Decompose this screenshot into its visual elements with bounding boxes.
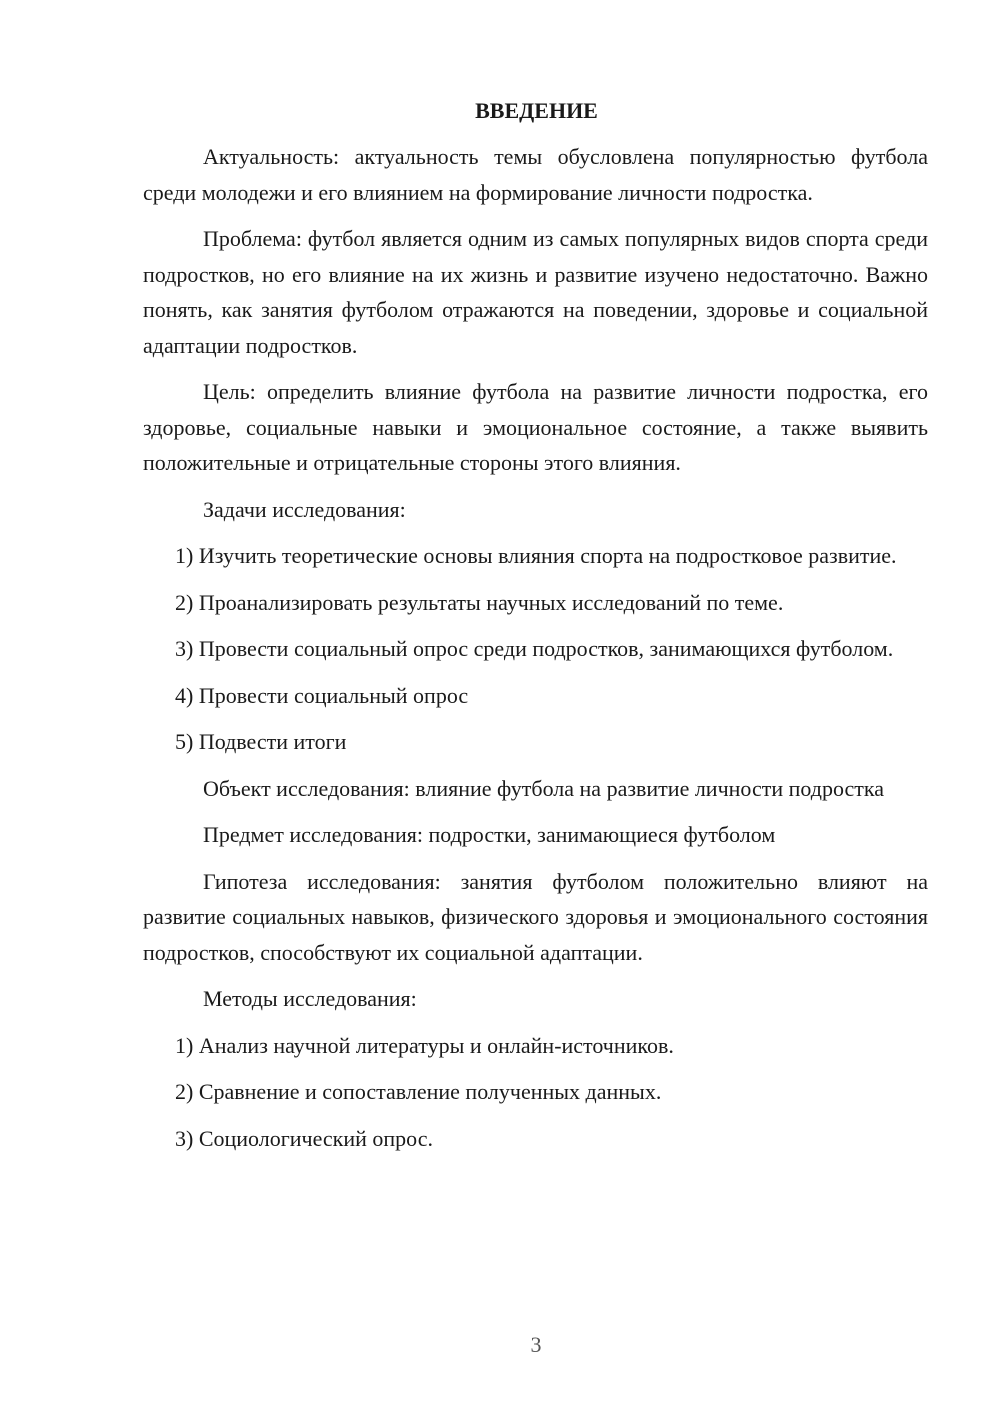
task-item-2: 2) Проанализировать результаты научных исследований по теме. (175, 589, 784, 615)
task-item-5: 5) Подвести итоги (175, 729, 347, 754)
goal-paragraph: Цель: определить влияние футбола на развитие личности подростка, его здоровье, социальные навыки и эмоциональное состояние, а также выявить положительные и отрицательные стороны этого влияния. (143, 379, 928, 475)
task-item-4: 4) Провести социальный опрос (175, 682, 469, 708)
problem-paragraph: Проблема: футбол является одним из самых популярных видов спорта среди подростков, но его влияние на их жизнь и развитие изучено недостаточно. Важно понять, как занятия футболом отражаются на поведении, здоровье и социальной адаптации подростков. (143, 226, 928, 358)
section-title: ВВЕДЕНИЕ (475, 98, 598, 123)
task-item-1: 1) Изучить теоретические основы влияния спорта на подростковое развитие. (175, 543, 897, 568)
relevance-paragraph: Актуальность: актуальность темы обусловлена популярностью футбола среди молодежи и его влиянием на формирование личности подростка. (143, 144, 928, 205)
subject-paragraph: Предмет исследования: подростки, занимающиеся футболом (203, 822, 776, 847)
page-content (143, 94, 928, 1167)
method-item-3: 3) Социологический опрос. (175, 1125, 433, 1151)
methods-heading: Методы исследования: (203, 986, 417, 1011)
page-number: 3 (530, 1332, 542, 1357)
task-item-3: 3) Провести социальный опрос среди подростков, занимающихся футболом. (175, 636, 894, 661)
tasks-heading: Задачи исследования: (203, 496, 406, 522)
hypothesis-paragraph: Гипотеза исследования: занятия футболом положительно влияют на развитие социальных навыков, физического здоровья и эмоционального состояния подростков, способствуют их социальной адаптации. (143, 868, 928, 965)
object-paragraph: Объект исследования: влияние футбола на развитие личности подростка (203, 775, 885, 801)
method-item-2: 2) Сравнение и сопоставление полученных данных. (175, 1079, 662, 1104)
method-item-1: 1) Анализ научной литературы и онлайн-источников. (175, 1032, 674, 1058)
